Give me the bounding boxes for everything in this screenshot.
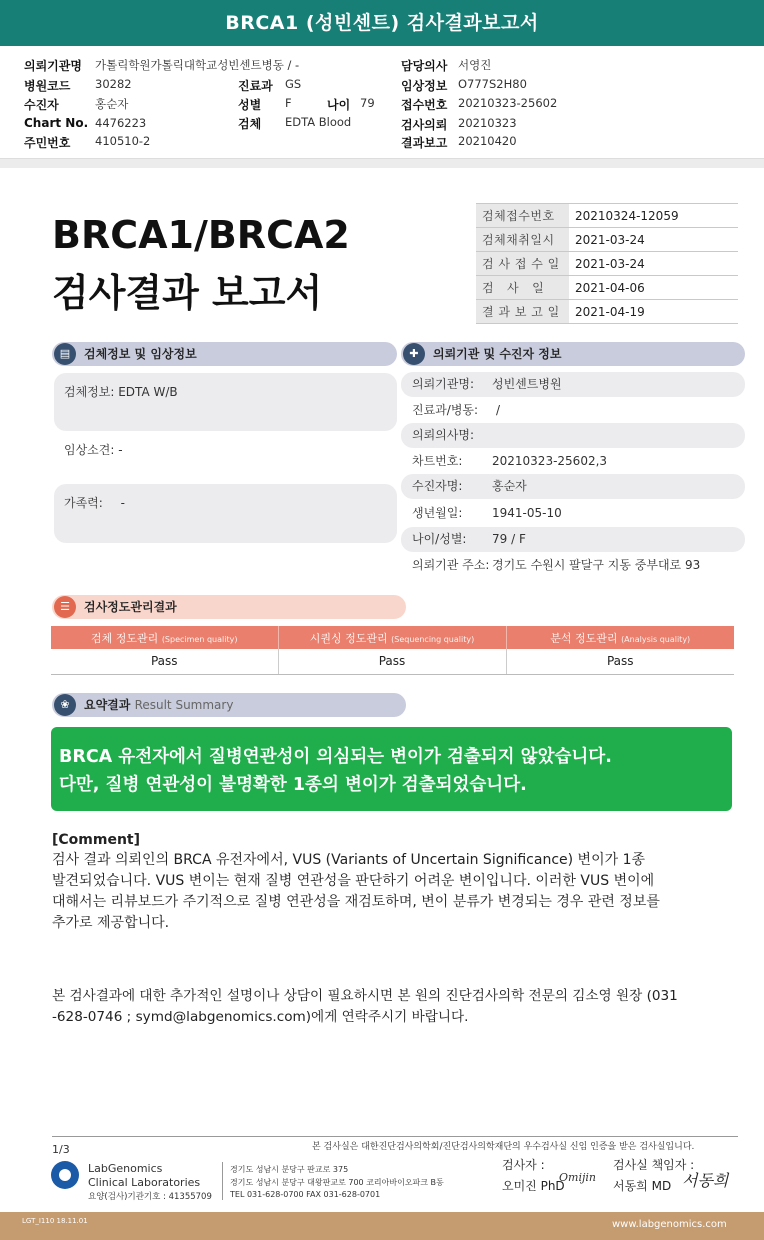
row-key: 의뢰의사명: bbox=[412, 428, 475, 442]
qc-value: Pass bbox=[506, 649, 734, 674]
family-history-label: 가족력: bbox=[64, 496, 103, 510]
summary-section-header bbox=[52, 693, 406, 717]
phone-fax: TEL 031-628-0700 FAX 031-628-0701 bbox=[230, 1190, 381, 1199]
comment-line: 대해서는 리뷰보드가 주기적으로 질병 연관성을 재검토하며, 변이 분류가 변경되는 경우 관련 정보를 bbox=[52, 894, 660, 910]
row-key: 의뢰기관 주소: bbox=[412, 558, 490, 572]
section-title: 의뢰기관 및 수진자 정보 bbox=[433, 347, 562, 361]
footer-bar bbox=[0, 1212, 764, 1240]
requester-row bbox=[401, 372, 745, 397]
table-value: 2021-03-24 bbox=[569, 228, 738, 252]
company-subname: Clinical Laboratories bbox=[88, 1176, 201, 1189]
row-key: 수진자명: bbox=[412, 479, 463, 493]
header-value: EDTA Blood bbox=[285, 115, 352, 129]
header-label: 접수번호 bbox=[401, 98, 448, 112]
requester-row bbox=[401, 449, 745, 474]
website-link[interactable]: www.labgenomics.com bbox=[612, 1219, 727, 1230]
requester-row bbox=[401, 501, 745, 526]
header-value: O777S2H80 bbox=[458, 77, 527, 91]
qc-column-header bbox=[51, 626, 278, 649]
contact-info bbox=[52, 986, 752, 1028]
header-value: GS bbox=[285, 77, 302, 91]
header-value: 서영진 bbox=[458, 58, 492, 72]
row-key: 의뢰기관명: bbox=[412, 377, 475, 391]
comment-label: [Comment] bbox=[52, 832, 141, 848]
header-divider bbox=[0, 158, 764, 168]
tester-name: 오미진 PhD bbox=[502, 1179, 565, 1193]
qc-table bbox=[51, 626, 734, 675]
requester-section-header bbox=[401, 342, 745, 366]
table-row bbox=[476, 204, 738, 228]
table-value: 20210324-12059 bbox=[569, 204, 738, 228]
comment-line: 추가로 제공합니다. bbox=[52, 915, 170, 931]
checklist-icon: ☰ bbox=[54, 596, 76, 618]
requester-row bbox=[401, 527, 745, 552]
header-ko: 시퀀싱 정도관리 bbox=[309, 631, 388, 645]
table-row bbox=[476, 300, 738, 324]
tester-signature: Omijin bbox=[559, 1171, 596, 1184]
page-number: 1/3 bbox=[52, 1143, 70, 1156]
row-value: 경기도 수원시 팔달구 지동 중부대로 93 bbox=[492, 558, 701, 572]
labgenomics-logo-icon bbox=[51, 1161, 79, 1189]
section-title: 검체정보 및 임상정보 bbox=[84, 347, 197, 361]
qc-value: Pass bbox=[278, 649, 506, 674]
table-row bbox=[476, 252, 738, 276]
header-ko: 분석 정도관리 bbox=[550, 631, 618, 645]
contact-line: -628-0746 ; symd@labgenomics.com)에게 연락주시기 바랍니다. bbox=[52, 1009, 469, 1025]
table-key: 검체채취일시 bbox=[476, 228, 569, 252]
row-value: 20210323-25602,3 bbox=[492, 454, 608, 468]
ribbon-icon: ❀ bbox=[54, 694, 76, 716]
result-summary-box bbox=[51, 727, 732, 811]
section-title: 요약결과 bbox=[84, 698, 131, 712]
header-label: 주민번호 bbox=[24, 136, 71, 150]
header-value: 20210323-25602 bbox=[458, 96, 558, 110]
org-code: 요양(검사)기관기호 : 41355709 bbox=[88, 1192, 212, 1202]
ward-suffix: 동 / - bbox=[272, 58, 300, 72]
report-title-line1: BRCA1/BRCA2 bbox=[52, 213, 350, 257]
table-key: 결 과 보 고 일 bbox=[476, 300, 569, 324]
report-title-bar: BRCA1 (성빈센트) 검사결과보고서 bbox=[0, 0, 764, 46]
tester-label: 검사자 : bbox=[502, 1158, 545, 1172]
comment-body bbox=[52, 850, 712, 934]
header-label: 수진자 bbox=[24, 98, 59, 112]
header-value bbox=[95, 57, 299, 73]
report-title-line2: 검사결과 보고서 bbox=[52, 271, 323, 315]
header-label: 검체 bbox=[238, 117, 262, 131]
row-key: 나이/성별: bbox=[412, 532, 467, 546]
table-key: 검 사 일 bbox=[476, 276, 569, 300]
header-value: F bbox=[285, 96, 292, 110]
table-value: 2021-04-06 bbox=[569, 276, 738, 300]
header-ko: 검체 정도관리 bbox=[91, 631, 159, 645]
table-row bbox=[51, 649, 734, 674]
table-value: 2021-03-24 bbox=[569, 252, 738, 276]
row-value: 79 / F bbox=[492, 532, 526, 546]
header-en: (Specimen quality) bbox=[161, 634, 238, 644]
requester-row bbox=[401, 474, 745, 499]
header-label: 의뢰기관명 bbox=[24, 59, 82, 73]
header-value: 20210323 bbox=[458, 116, 517, 130]
address-line: 경기도 성남시 분당구 대왕판교로 700 코리아바이오파크 B동 bbox=[230, 1178, 444, 1187]
header-value: 410510-2 bbox=[95, 134, 151, 148]
header-label: 임상정보 bbox=[401, 79, 448, 93]
row-key: 차트번호: bbox=[412, 454, 463, 468]
specimen-info-box bbox=[54, 373, 397, 431]
table-row bbox=[476, 228, 738, 252]
row-key: 생년월일: bbox=[412, 506, 463, 520]
summary-line: BRCA 유전자에서 질병연관성이 의심되는 변이가 검출되지 않았습니다. bbox=[59, 747, 612, 767]
section-title-en: Result Summary bbox=[134, 698, 234, 712]
specimen-section-header bbox=[52, 342, 397, 366]
manager-signature: 서동희 bbox=[682, 1171, 729, 1190]
certification-note: 본 검사실은 대한진단검사의학회/진단검사의학재단의 우수검사실 신임 인증을 받은 검사실입니다. bbox=[312, 1142, 695, 1152]
table-key: 검 사 접 수 일 bbox=[476, 252, 569, 276]
table-header-row bbox=[51, 626, 734, 649]
header-label: 성별 bbox=[238, 98, 262, 112]
header-value: 30282 bbox=[95, 77, 132, 91]
row-value: 1941-05-10 bbox=[492, 506, 562, 520]
header-value: 4476223 bbox=[95, 116, 147, 130]
header-value: 홍순자 bbox=[95, 97, 129, 111]
requester-row bbox=[401, 398, 745, 423]
institution-name: 가톨릭학원가톨릭대학교성빈센트병 bbox=[95, 58, 273, 72]
family-history-box bbox=[54, 484, 397, 543]
section-title: 검사정도관리결과 bbox=[84, 600, 177, 614]
qc-column-header bbox=[278, 626, 506, 649]
specimen-date-table bbox=[476, 203, 738, 324]
table-row bbox=[476, 276, 738, 300]
header-value: 79 bbox=[360, 96, 375, 110]
hospital-icon: ✚ bbox=[403, 343, 425, 365]
contact-line: 본 검사결과에 대한 추가적인 설명이나 상담이 필요하시면 본 원의 진단검사의학 전문의 김소영 원장 (031 bbox=[52, 988, 678, 1004]
manager-name: 서동희 MD bbox=[613, 1179, 672, 1193]
comment-line: 검사 결과 의뢰인의 BRCA 유전자에서, VUS (Variants of Uncertain Significance) 변이가 1종 bbox=[52, 852, 646, 868]
specimen-info: 검체정보: EDTA W/B bbox=[64, 385, 178, 399]
requester-row bbox=[401, 423, 745, 448]
header-label: Chart No. bbox=[24, 116, 89, 130]
header-label: 결과보고 bbox=[401, 136, 448, 150]
form-code: LGT_I110 18.11.01 bbox=[22, 1217, 88, 1225]
header-label: 검사의뢰 bbox=[401, 118, 448, 132]
header-label: 나이 bbox=[327, 98, 351, 112]
qc-column-header bbox=[506, 626, 734, 649]
requester-address-row bbox=[401, 553, 745, 578]
header-label: 담당의사 bbox=[401, 59, 448, 73]
comment-line: 발견되었습니다. VUS 변이는 현재 질병 연관성을 판단하기 어려운 변이입니다. 이러한 VUS 변이에 bbox=[52, 873, 655, 889]
row-value: / bbox=[496, 403, 501, 417]
family-history-value: - bbox=[120, 496, 125, 510]
row-key: 진료과/병동: bbox=[412, 403, 479, 417]
table-key: 검체접수번호 bbox=[476, 204, 569, 228]
footer-divider bbox=[52, 1136, 738, 1137]
manager-label: 검사실 책임자 : bbox=[613, 1158, 695, 1172]
header-label: 진료과 bbox=[238, 79, 273, 93]
clinical-findings: 임상소견: - bbox=[64, 443, 123, 457]
header-label: 병원코드 bbox=[24, 79, 71, 93]
header-en: (Analysis quality) bbox=[621, 634, 691, 644]
company-name: LabGenomics bbox=[88, 1162, 163, 1175]
header-value: 20210420 bbox=[458, 134, 517, 148]
qc-section-header bbox=[52, 595, 406, 619]
qc-value: Pass bbox=[51, 649, 278, 674]
summary-line: 다만, 질병 연관성이 불명확한 1종의 변이가 검출되었습니다. bbox=[59, 775, 527, 795]
footer-separator bbox=[222, 1162, 223, 1200]
header-en: (Sequencing quality) bbox=[391, 634, 475, 644]
address-line: 경기도 성남시 분당구 판교로 375 bbox=[230, 1165, 349, 1174]
row-value: 성빈센트병원 bbox=[492, 377, 562, 391]
clipboard-icon: ▤ bbox=[54, 343, 76, 365]
table-value: 2021-04-19 bbox=[569, 300, 738, 324]
row-value: 홍순자 bbox=[492, 479, 527, 493]
